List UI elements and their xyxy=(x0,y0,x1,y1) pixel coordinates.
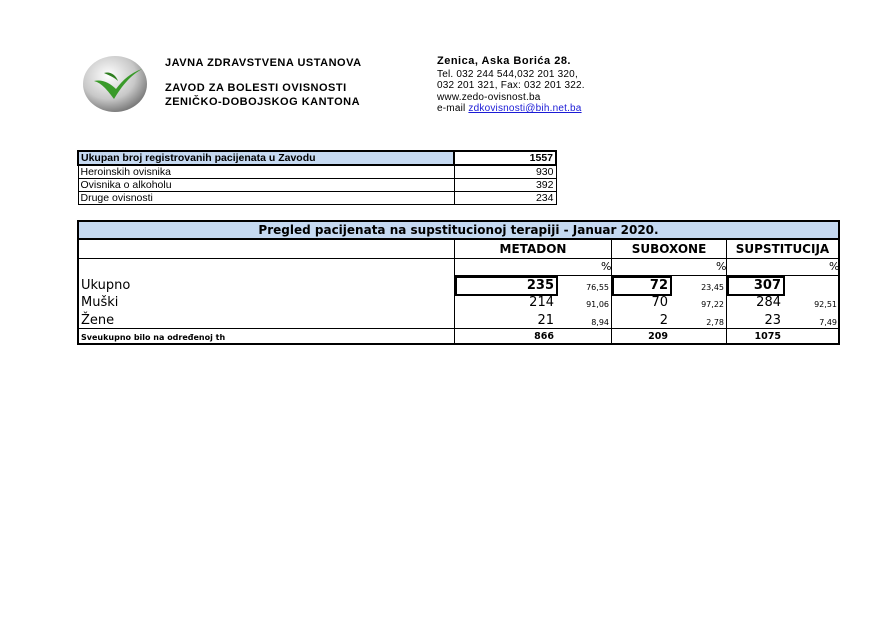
org-line-2: ZAVOD ZA BOLESTI OVISNOSTI xyxy=(165,82,347,94)
col-supstitucija: SUPSTITUCIJA xyxy=(735,242,830,256)
row-label: Ovisnika o alkoholu xyxy=(78,179,454,192)
organization-name xyxy=(165,56,362,109)
row-label-ukupno: Ukupno xyxy=(81,278,131,293)
supstitucija-pct: 92,51 xyxy=(814,300,837,309)
pct-header: % xyxy=(829,260,840,273)
row-value: 392 xyxy=(454,179,556,192)
grid-line xyxy=(79,258,838,259)
table-row xyxy=(78,151,556,165)
suboxone-pct: 23,45 xyxy=(701,283,724,292)
suboxone-pct: 97,22 xyxy=(701,300,724,309)
suboxone-pct: 2,78 xyxy=(706,318,724,327)
supstitucija-total-box: 307 xyxy=(727,276,785,296)
suboxone-grand-total: 209 xyxy=(648,331,668,342)
table-row xyxy=(78,165,556,179)
pct-header: % xyxy=(601,260,612,273)
phone-line-1: Tel. 032 244 544,032 201 320, xyxy=(437,68,578,80)
therapy-title: Pregled pacijenata na supstitucionoj terapiji - Januar 2020. xyxy=(79,222,838,240)
metadon-total-box: 235 xyxy=(455,276,558,296)
supstitucija-value: 23 xyxy=(764,313,781,328)
org-line-1: JAVNA ZDRAVSTVENA USTANOVA xyxy=(165,57,362,69)
table-row xyxy=(78,179,556,192)
registered-total: 1557 xyxy=(454,151,556,165)
website: www.zedo-ovisnost.ba xyxy=(437,91,541,103)
metadon-value: 21 xyxy=(537,313,554,328)
table-row xyxy=(78,192,556,205)
registered-patients-table xyxy=(77,150,557,205)
email-label: e-mail xyxy=(437,103,466,114)
row-value: 234 xyxy=(454,192,556,205)
phone-line-2: 032 201 321, Fax: 032 201 322. xyxy=(437,80,585,91)
col-metadon: METADON xyxy=(499,242,567,256)
suboxone-value: 2 xyxy=(659,313,668,328)
metadon-pct: 76,55 xyxy=(586,283,609,292)
suboxone-value: 70 xyxy=(651,295,668,310)
metadon-grand-total: 866 xyxy=(534,331,554,342)
grand-total-label: Sveukupno bilo na određenoj th xyxy=(81,333,226,342)
contact-block xyxy=(437,56,585,115)
row-label-muski: Muški xyxy=(81,295,119,310)
row-label: Heroinskih ovisnika xyxy=(78,165,454,179)
col-suboxone: SUBOXONE xyxy=(631,242,707,256)
grid-line xyxy=(79,328,838,329)
bird-logo-icon xyxy=(82,55,148,113)
row-label-zene: Žene xyxy=(81,313,115,328)
pct-header: % xyxy=(716,260,727,273)
therapy-table xyxy=(77,220,840,345)
org-line-3: ZENIČKO-DOBOJSKOG KANTONA xyxy=(165,96,361,108)
email-link[interactable]: zdkovisnosti@bih.net.ba xyxy=(468,103,582,114)
registered-title: Ukupan broj registrovanih pacijenata u Zavodu xyxy=(78,151,454,165)
supstitucija-grand-total: 1075 xyxy=(754,331,781,342)
supstitucija-pct: 7,49 xyxy=(819,318,837,327)
row-value: 930 xyxy=(454,165,556,179)
suboxone-total-box: 72 xyxy=(612,276,672,296)
row-label: Druge ovisnosti xyxy=(78,192,454,205)
email-line xyxy=(437,103,585,115)
address: Zenica, Aska Borića 28. xyxy=(437,55,571,67)
metadon-pct: 8,94 xyxy=(591,318,609,327)
metadon-pct: 91,06 xyxy=(586,300,609,309)
supstitucija-value: 284 xyxy=(756,295,781,310)
metadon-value: 214 xyxy=(529,295,554,310)
